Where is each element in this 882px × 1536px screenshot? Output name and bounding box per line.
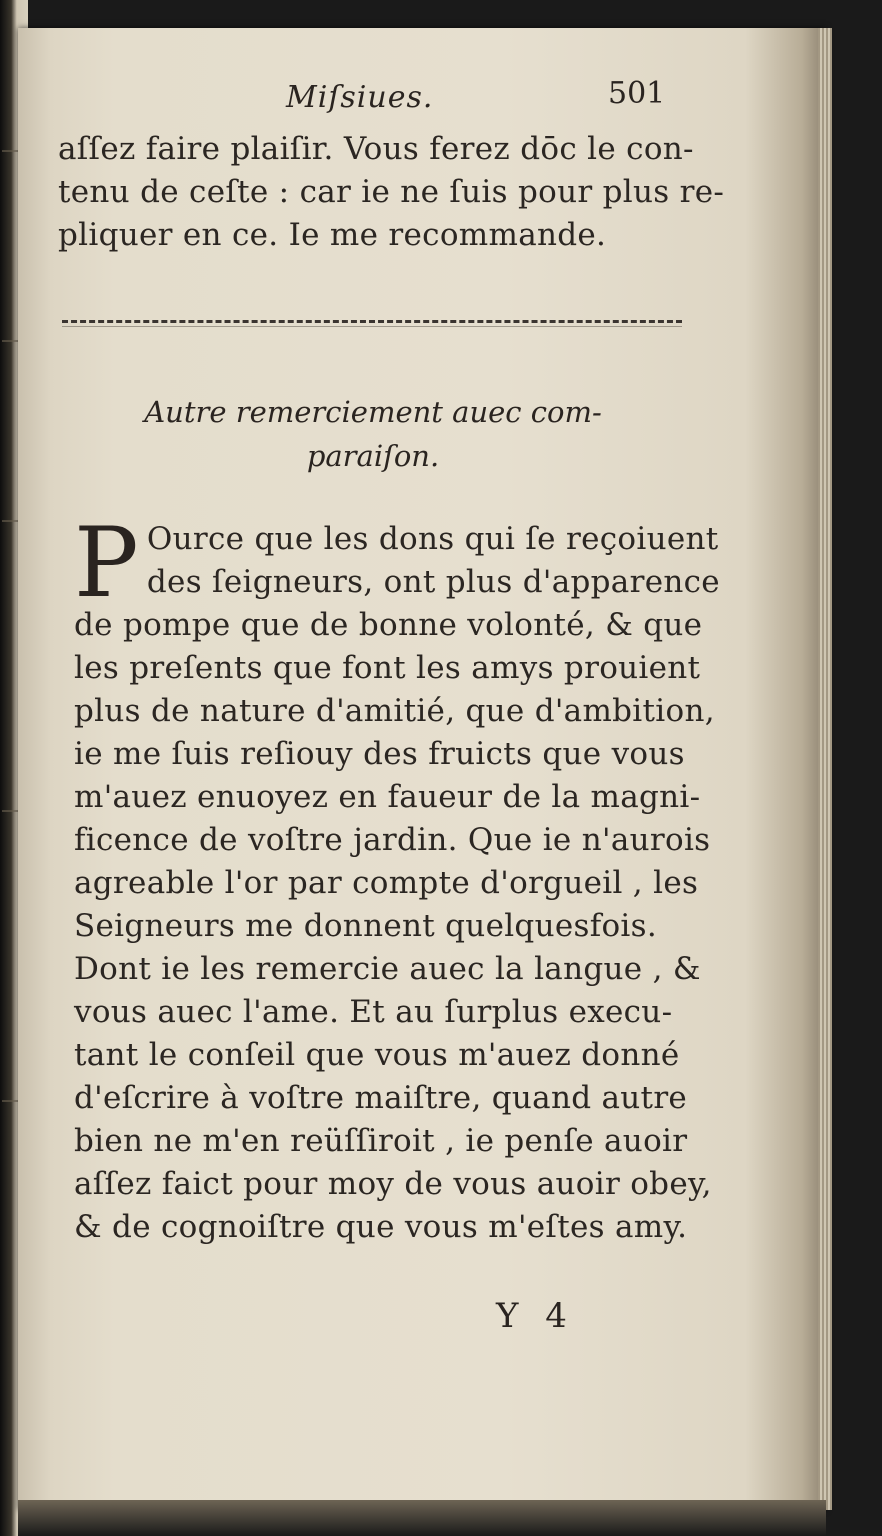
page-bottom-shadow bbox=[18, 1500, 826, 1536]
text-line: les preſents que font les amys prouient bbox=[74, 650, 701, 686]
text-line: aſſez faict pour moy de vous auoir obey, bbox=[74, 1166, 712, 1202]
section-heading bbox=[138, 390, 608, 478]
text-line: aſſez faire plaiſir. Vous ferez dōc le con- bbox=[58, 131, 694, 167]
text-line: vous auec l'ame. Et au ſurplus execu- bbox=[74, 994, 673, 1030]
text-line: de pompe que de bonne volonté, & que bbox=[74, 607, 703, 643]
text-line: ie me ſuis reſiouy des fruicts que vous bbox=[74, 736, 685, 772]
text-line: Ource que les dons qui ſe reçoiuent bbox=[146, 521, 719, 557]
text-line: Seigneurs me donnent quelquesfois. bbox=[74, 908, 658, 944]
letter-paragraph bbox=[74, 507, 720, 1249]
text-line: des ſeigneurs, ont plus d'apparence bbox=[146, 564, 720, 600]
text-line: pliquer en ce. Ie me recommande. bbox=[58, 217, 607, 253]
heading-line: paraiſon. bbox=[306, 439, 440, 473]
text-line: ficence de voſtre jardin. Que ie n'aurois bbox=[74, 822, 711, 858]
text-line: tenu de ceſte : car ie ne ſuis pour plus re- bbox=[58, 174, 725, 210]
drop-cap: P bbox=[74, 507, 139, 619]
continued-text bbox=[58, 128, 725, 257]
text-line: Dont ie les remercie auec la langue , & bbox=[74, 951, 701, 987]
signature-mark: Y 4 bbox=[496, 1296, 575, 1336]
text-line: bien ne m'en reüſſiroit , ie penſe auoir bbox=[74, 1123, 688, 1159]
text-line: m'auez enuoyez en faueur de la magni- bbox=[74, 779, 701, 815]
running-title: Miſsiues. bbox=[286, 80, 434, 115]
section-divider bbox=[62, 320, 682, 323]
page-number: 501 bbox=[608, 76, 666, 111]
book-page bbox=[18, 28, 826, 1510]
page-fore-edge bbox=[818, 28, 832, 1510]
text-line: tant le conſeil que vous m'auez donné bbox=[74, 1037, 680, 1073]
text-line: plus de nature d'amitié, que d'ambition, bbox=[74, 693, 715, 729]
text-line: agreable l'or par compte d'orgueil , les bbox=[74, 865, 699, 901]
text-line: & de cognoiſtre que vous m'eſtes amy. bbox=[74, 1209, 688, 1245]
text-line: d'eſcrire à voſtre maiſtre, quand autre bbox=[74, 1080, 688, 1116]
heading-line: Autre remerciement auec com- bbox=[144, 395, 602, 429]
section-divider-shadow bbox=[62, 326, 682, 327]
